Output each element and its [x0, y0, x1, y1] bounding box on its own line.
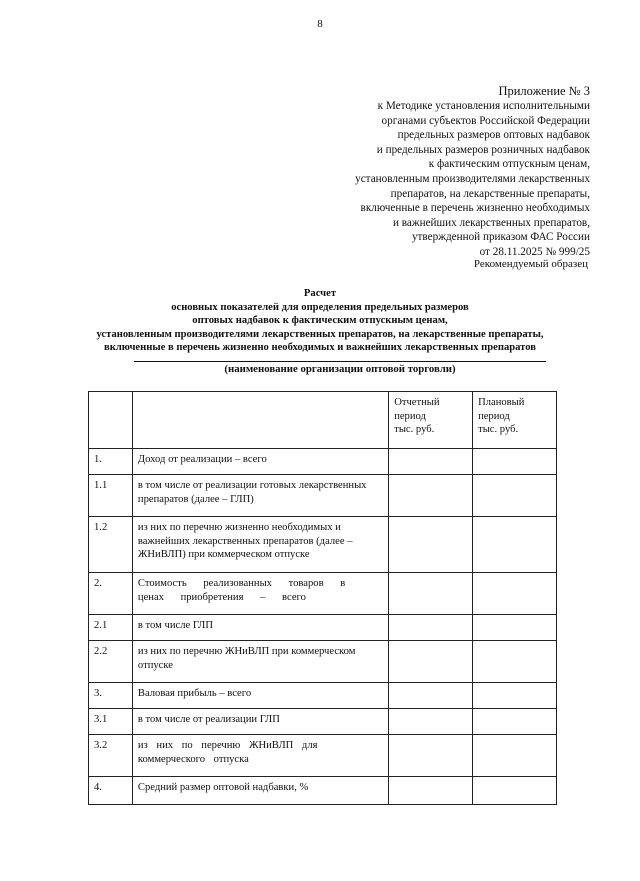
planned-value-cell[interactable] — [473, 615, 557, 641]
row-number: 3. — [89, 683, 133, 709]
reported-value-cell[interactable] — [389, 449, 473, 475]
planned-value-cell[interactable] — [473, 475, 557, 517]
row-label: из них по перечню жизненно необходимых и важнейших лекарственных препаратов (далее – ЖНиВЛП) при коммерческом отпуске — [132, 517, 388, 573]
page-number: 8 — [317, 18, 323, 30]
row-number: 1.2 — [89, 517, 133, 573]
appendix-line: препаратов, на лекарственные препараты, — [390, 187, 590, 200]
table-row — [89, 641, 557, 683]
heading-line: Расчет — [303, 288, 337, 299]
row-number: 3.1 — [89, 709, 133, 735]
appendix-line: и предельных размеров розничных надбавок — [376, 143, 590, 156]
appendix-line: утвержденной приказом ФАС России — [411, 231, 590, 244]
reported-value-cell[interactable] — [389, 683, 473, 709]
row-label: из них по перечню ЖНиВЛП при коммерческом отпуске — [132, 641, 388, 683]
row-label: в том числе от реализации готовых лекарственных препаратов (далее – ГЛП) — [132, 475, 388, 517]
table-row — [89, 777, 557, 805]
row-label: в том числе от реализации ГЛП — [132, 709, 388, 735]
row-label: Доход от реализации – всего — [132, 449, 388, 475]
table-row — [89, 683, 557, 709]
appendix-line: к Методике установления исполнительными — [377, 100, 590, 112]
row-number: 1. — [89, 449, 133, 475]
reported-value-cell[interactable] — [389, 777, 473, 805]
row-number: 1.1 — [89, 475, 133, 517]
table-row — [89, 615, 557, 641]
appendix-line: и важнейших лекарственных препаратов, — [392, 216, 590, 229]
planned-value-cell[interactable] — [473, 573, 557, 615]
heading-line: оптовых надбавок к фактическим отпускным ценам, — [192, 315, 448, 327]
planned-value-cell[interactable] — [473, 709, 557, 735]
calculation-table — [88, 391, 557, 805]
planned-value-cell[interactable] — [473, 683, 557, 709]
reported-value-cell[interactable] — [389, 735, 473, 777]
appendix-title: Приложение № 3 — [498, 84, 590, 98]
row-label: в том числе ГЛП — [132, 615, 388, 641]
appendix-line: к фактическим отпускным ценам, — [428, 158, 590, 171]
row-number: 2. — [89, 573, 133, 615]
table-header-row — [89, 392, 557, 449]
planned-value-cell[interactable] — [473, 735, 557, 777]
appendix-line: от 28.11.2025 № 999/25 — [479, 245, 590, 258]
reported-value-cell[interactable] — [389, 475, 473, 517]
reported-value-cell[interactable] — [389, 517, 473, 573]
table-row — [89, 709, 557, 735]
header-planned-period — [473, 392, 557, 449]
reported-value-cell[interactable] — [389, 641, 473, 683]
table-row — [89, 735, 557, 777]
row-label: из них по перечню ЖНиВЛП для коммерческого отпуска — [132, 735, 388, 777]
organization-name-line — [134, 361, 546, 362]
appendix-line: установленным производителями лекарственных — [355, 172, 590, 185]
heading-line: установленным производителями лекарственных препаратов, на лекарственные препараты, — [96, 328, 544, 340]
document-heading — [40, 287, 600, 355]
row-number: 2.2 — [89, 641, 133, 683]
header-line: тыс. руб. — [478, 424, 519, 436]
row-number: 4. — [89, 777, 133, 805]
row-label: Валовая прибыль – всего — [132, 683, 388, 709]
row-label: Стоимость реализованных товаров в ценах приобретения – всего — [132, 573, 388, 615]
planned-value-cell[interactable] — [473, 641, 557, 683]
header-line: период — [394, 410, 426, 422]
header-line: Отчетный — [394, 397, 440, 408]
planned-value-cell[interactable] — [473, 517, 557, 573]
sample-label: Рекомендуемый образец — [473, 258, 588, 270]
appendix-line: органами субъектов Российской Федерации — [381, 114, 590, 127]
appendix-line: включенные в перечень жизненно необходимых — [360, 202, 590, 215]
table-row — [89, 573, 557, 615]
table-row — [89, 449, 557, 475]
row-number: 2.1 — [89, 615, 133, 641]
reported-value-cell[interactable] — [389, 615, 473, 641]
organization-caption: (наименование организации оптовой торговли) — [224, 363, 456, 375]
header-line: Плановый — [478, 397, 525, 408]
table-row — [89, 517, 557, 573]
appendix-line: предельных размеров оптовых надбавок — [397, 129, 590, 142]
row-number: 3.2 — [89, 735, 133, 777]
header-reported-period — [389, 392, 473, 449]
row-label: Средний размер оптовой надбавки, % — [132, 777, 388, 805]
planned-value-cell[interactable] — [473, 777, 557, 805]
planned-value-cell[interactable] — [473, 449, 557, 475]
reported-value-cell[interactable] — [389, 709, 473, 735]
appendix-block — [300, 83, 590, 260]
header-num-cell — [89, 392, 133, 449]
heading-line: включенные в перечень жизненно необходимых и важнейших лекарственных препаратов — [104, 342, 536, 354]
heading-line: основных показателей для определения предельных размеров — [171, 301, 469, 313]
reported-value-cell[interactable] — [389, 573, 473, 615]
table-row — [89, 475, 557, 517]
header-line: тыс. руб. — [394, 424, 435, 436]
header-line: период — [478, 410, 510, 422]
header-name-cell — [132, 392, 388, 449]
